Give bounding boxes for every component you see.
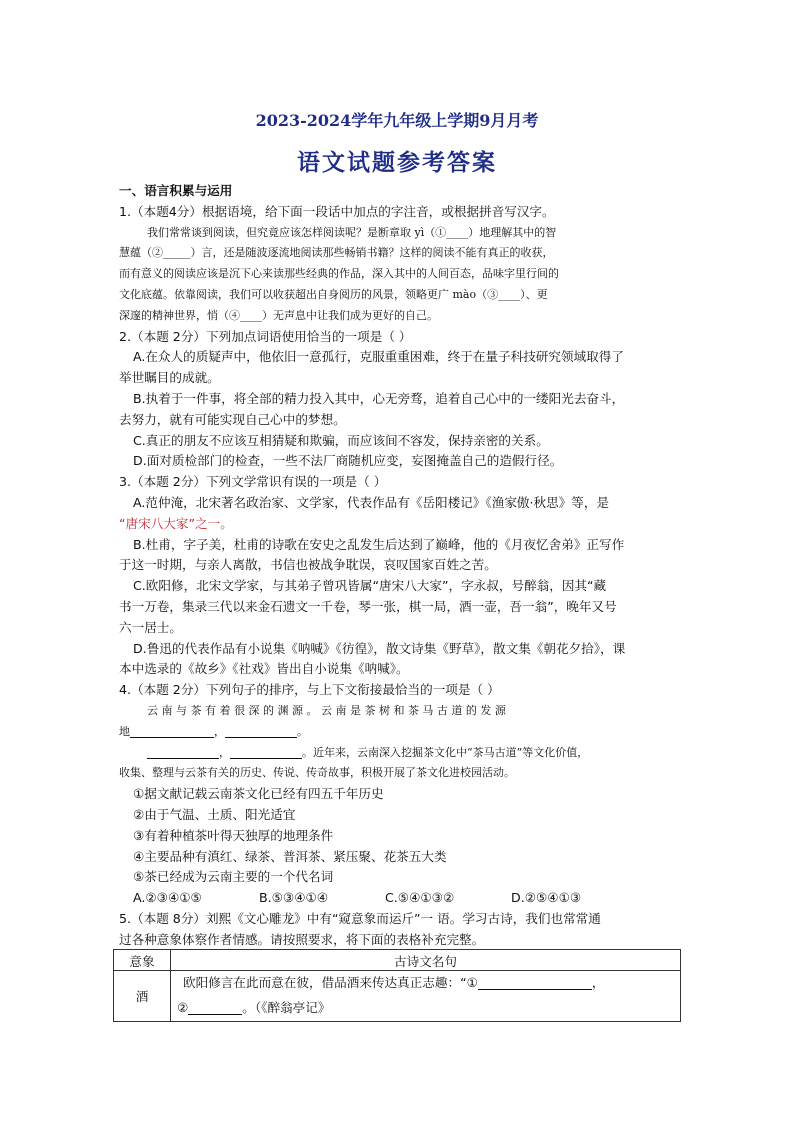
q1-passage-line: 深邃的精神世界，悄（④____）无声息中让我们成为更好的自己。 (119, 308, 438, 322)
table-header-row (114, 950, 681, 971)
q3-option-b: B.杜甫，字子美，杜甫的诗歌在安史之乱发生后达到了巅峰，他的《月夜忆舍弟》正写作 (133, 536, 625, 552)
q1-passage-line: 文化底蕴。依靠阅读，我们可以收获超出自身阅历的风景，领略更广 mào（③____）、更 (119, 287, 548, 301)
q4-passage-text: 。近年来，云南深入挖掘茶文化中“茶马古道”等文化价值， (302, 745, 589, 759)
q4-passage-line: 收集、整理与云茶有关的历史、传说、传奇故事，积极开展了茶文化进校园活动。 (119, 766, 515, 780)
answer-blank (230, 744, 302, 759)
q4-choice-a: A.②③④①⑤ (133, 890, 202, 906)
answer-blank (225, 723, 297, 738)
q4-choices (119, 888, 681, 909)
q4-choice-c: C.⑤④①③② (385, 890, 455, 906)
answer-blank (147, 744, 219, 759)
question-2-stem: 2.（本题 2分）下列加点词语使用恰当的一项是（ ） (119, 328, 412, 344)
cell-text: ② (177, 999, 189, 1015)
q1-passage-line: 慧蕴（②_____）言，还是随波逐流地阅读那些畅销书籍？这样的阅读不能有真正的收获， (119, 246, 554, 260)
question-5-stem: 5.（本题 8分）刘熙《文心雕龙》中有“窥意象而运斤”一 语。学习古诗，我们也常常通 (119, 910, 601, 926)
q4-passage-line: 云 南 与 茶 有 着 很 深 的 渊 源 。 云 南 是 茶 树 和 茶 马 古 道 的 发 源 (147, 703, 506, 717)
q4-item: ③有着种植茶叶得天独厚的地理条件 (133, 827, 334, 843)
q4-choice-d: D.②⑤④①③ (511, 890, 582, 906)
section-heading: 一、语言积累与运用 (119, 183, 233, 198)
answer-blank (188, 1000, 242, 1015)
question-3-stem: 3.（本题 2分）下列文学常识有误的一项是（ ） (119, 474, 387, 490)
q3-option-c-cont: 书一万卷，集录三代以来金石遗文一千卷，琴一张，棋一局，酒一壶，吾一翁”，晚年又号 (119, 598, 617, 614)
answer-title: 语文试题参考答案 (297, 149, 497, 176)
q3-option-b-cont: 于这一时期，与亲人离散，书信也被战争耽误，哀叹国家百姓之苦。 (119, 557, 497, 573)
answer-blank (478, 975, 592, 990)
q3-option-a: A.范仲淹，北宋著名政治家、文学家，代表作品有《岳阳楼记》《渔家傲·秋思》等，是 (133, 494, 610, 510)
table-row (114, 971, 681, 1022)
q2-option-b: B.执着于一件事，将全部的精力投入其中，心无旁骛，追着自己心中的一缕阳光去奋斗， (133, 390, 625, 406)
q3-option-d: D.鲁迅的代表作品有小说集《呐喊》《彷徨》，散文诗集《野草》，散文集《朝花夕拾》，课 (133, 640, 626, 656)
q4-item: ②由于气温、土质、阳光适宜 (133, 806, 296, 822)
q2-option-d: D.面对质检部门的检查，一些不法厂商随机应变，妄图掩盖自己的造假行径。 (133, 453, 563, 469)
q3-option-c: C.欧阳修，北宋文学家，与其弟子曾巩皆属“唐宋八大家”，字永叔，号醉翁，因其“藏 (133, 578, 607, 594)
q4-item: ①据文献记载云南茶文化已经有四五千年历史 (133, 786, 384, 802)
table-cell-text (171, 971, 681, 1022)
cell-text: 。（《醉翁亭记》 (242, 999, 331, 1015)
question-4-stem: 4.（本题 2分）下列句子的排序，与上下文衔接最恰当的一项是（ ） (119, 682, 500, 698)
q4-item: ④主要品种有滇红、绿茶、普洱茶、紧压聚、花茶五大类 (133, 848, 447, 864)
q2-option-b-cont: 去努力，就有可能实现自己心中的梦想。 (119, 411, 346, 427)
q1-passage-line: 我们常常谈到阅读，但究竟应该怎样阅读呢？是断章取 yì（①____）地理解其中的智 (147, 225, 557, 239)
table-cell-image: 酒 (114, 971, 171, 1022)
q4-passage-line: ， 。近年来，云南深入挖掘茶文化中“茶马古道”等文化价值， (119, 743, 681, 764)
answer-blank (130, 723, 214, 738)
q3-option-d-cont: 本中选录的《故乡》《社戏》皆出自小说集《呐喊》。 (119, 661, 409, 677)
table-header: 意象 (114, 950, 171, 971)
q4-passage-text: 地 (119, 724, 130, 738)
table-header: 古诗文名句 (171, 950, 681, 971)
question-5-stem-cont: 过各种意象体察作者情感。请按照要求，将下面的表格补充完整。 (119, 931, 485, 947)
q1-passage-line: 而有意义的阅读应该是沉下心来读那些经典的作品，深入其中的人间百态，品味字里行间的 (119, 267, 559, 281)
q2-option-a: A.在众人的质疑声中，他依旧一意孤行，克服重重困难，终于在量子科技研究领域取得了 (133, 349, 624, 365)
imagery-table (113, 949, 681, 1022)
cell-text: 欧阳修言在此而意在彼，借品酒来传达真正志趣：“① (183, 975, 478, 990)
q2-option-c: C.真正的朋友不应该互相猜疑和欺骗，而应该间不容发，保持亲密的关系。 (133, 432, 549, 448)
exam-title: 2023-2024学年九年级上学期9月月考 (255, 111, 539, 130)
q3-option-a-cont: “唐宋八大家”之一。 (119, 515, 233, 531)
q4-item: ⑤茶已经成为云南主要的一个代名词 (133, 869, 334, 885)
question-1-stem: 1.（本题4分）根据语境，给下面一段话中加点的字注音，或根据拼音写汉字。 (119, 203, 555, 219)
document-body (119, 181, 681, 950)
q4-passage-line: 地 ， 。 (119, 724, 308, 738)
cell-text: ， (591, 975, 605, 990)
q2-option-a-cont: 举世瞩目的成就。 (119, 370, 220, 386)
q3-option-c-cont: 六一居士。 (119, 619, 182, 635)
q4-choice-b: B.⑤③④①④ (259, 890, 329, 906)
